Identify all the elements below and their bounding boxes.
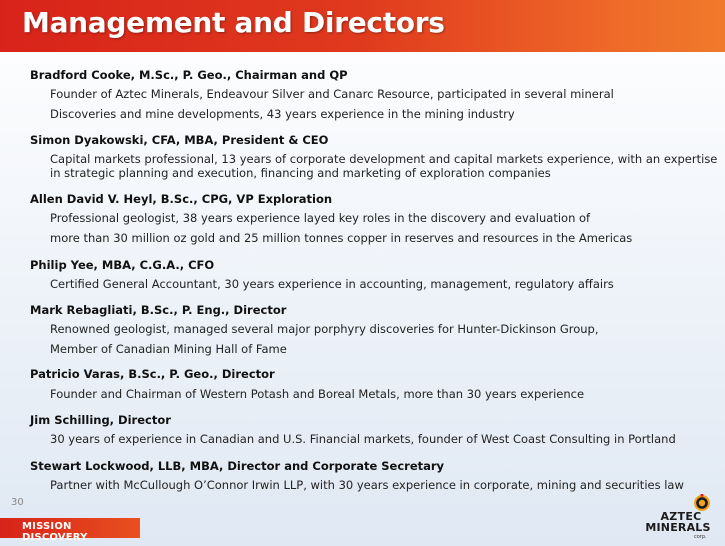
- page-title: Management and Directors: [22, 6, 445, 39]
- person-description: Certified General Accountant, 30 years experience in accounting, management, regulatory affairs: [50, 277, 614, 291]
- logo-text-minerals: MINERALS: [645, 521, 711, 534]
- logo-text-aztec: AZTEC: [660, 510, 702, 523]
- person-description: in strategic planning and execution, financing and marketing of exploration companies: [50, 166, 551, 180]
- person-description: Partner with McCullough O’Connor Irwin LLP, with 30 years experience in corporate, mining and securities law: [50, 478, 684, 492]
- person-description: Capital markets professional, 13 years of corporate development and capital markets experience, with an expertise: [50, 152, 718, 166]
- person-name: Allen David V. Heyl, B.Sc., CPG, VP Exploration: [30, 192, 333, 206]
- company-logo: [642, 494, 718, 542]
- person-name: Stewart Lockwood, LLB, MBA, Director and Corporate Secretary: [30, 459, 445, 473]
- logo-text-corp: corp.: [694, 534, 707, 540]
- person-name: Philip Yee, MBA, C.G.A., CFO: [30, 258, 215, 272]
- title-bar: [0, 0, 725, 52]
- person-description: 30 years of experience in Canadian and U.S. Financial markets, founder of West Coast Consulting in Portland: [50, 432, 676, 446]
- page-number: 30: [11, 497, 24, 508]
- person-description: Founder of Aztec Minerals, Endeavour Silver and Canarc Resource, participated in several mineral: [50, 87, 614, 101]
- person-description: more than 30 million oz gold and 25 million tonnes copper in reserves and resources in the Americas: [50, 231, 633, 245]
- person-name: Bradford Cooke, M.Sc., P. Geo., Chairman and QP: [30, 68, 348, 82]
- footer-tagline-bar: [0, 518, 140, 543]
- person-description: Discoveries and mine developments, 43 years experience in the mining industry: [50, 107, 515, 121]
- person-description: Renowned geologist, managed several major porphyry discoveries for Hunter-Dickinson Group,: [50, 322, 599, 336]
- footer-tagline: MISSION DISCOVERY: [22, 521, 88, 543]
- person-name: Patricio Varas, B.Sc., P. Geo., Director: [30, 367, 275, 381]
- person-name: Simon Dyakowski, CFA, MBA, President & CEO: [30, 133, 329, 147]
- person-description: Professional geologist, 38 years experience layed key roles in the discovery and evaluation of: [50, 211, 591, 225]
- person-description: Member of Canadian Mining Hall of Fame: [50, 342, 287, 356]
- person-description: Founder and Chairman of Western Potash and Boreal Metals, more than 30 years experience: [50, 387, 585, 401]
- person-name: Jim Schilling, Director: [30, 413, 171, 427]
- person-name: Mark Rebagliati, B.Sc., P. Eng., Director: [30, 303, 287, 317]
